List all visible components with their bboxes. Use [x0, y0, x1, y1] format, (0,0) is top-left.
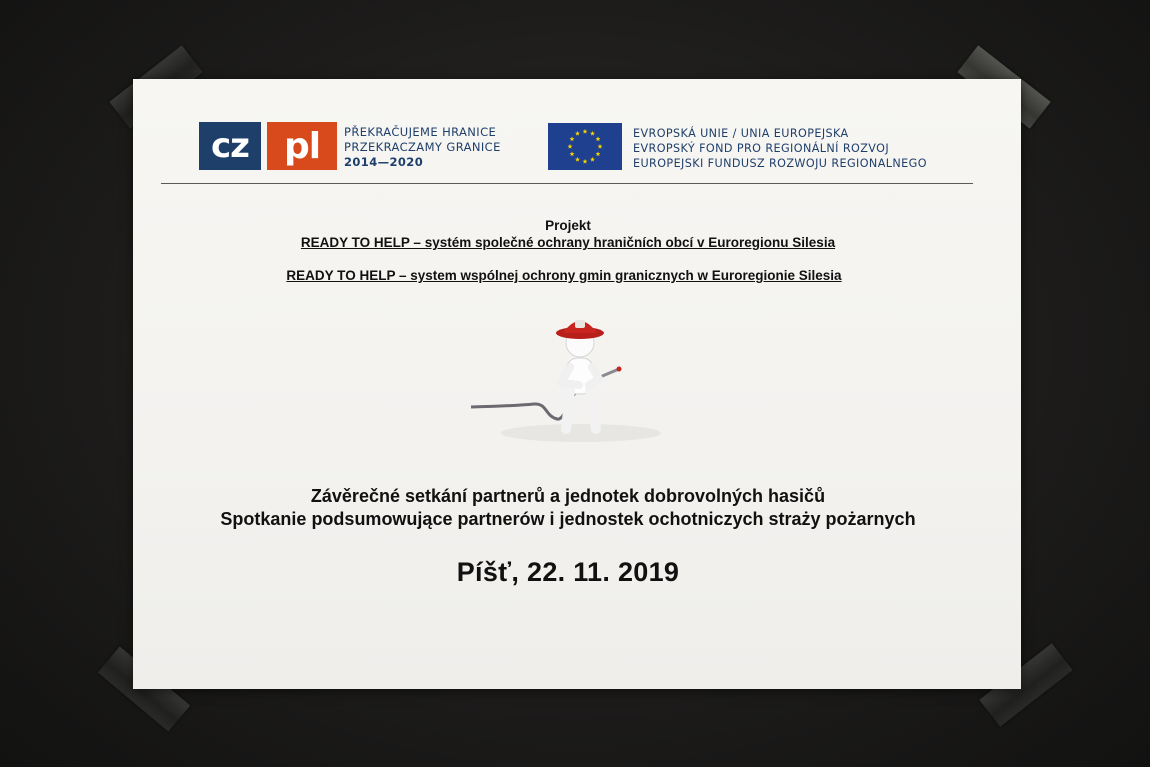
event-title-cz: Závěrečné setkání partnerů a jednotek dobrovolných hasičů [310, 486, 826, 506]
czpl-program-text [344, 125, 501, 170]
czpl-line-pl: PRZEKRACZAMY GRANICE [344, 140, 501, 154]
eu-line-2: EVROPSKÝ FOND PRO REGIONÁLNÍ ROZVOJ [633, 142, 890, 155]
eu-flag-icon [548, 123, 622, 170]
eu-line-3: EUROPEJSKI FUNDUSZ ROZWOJU REGIONALNEGO [633, 157, 927, 170]
event-title-pl: Spotkanie podsumowujące partnerów i jednostek ochotniczych straży pożarnych [220, 509, 916, 529]
event-place-date: Píšť, 22. 11. 2019 [456, 557, 680, 587]
czpl-logo-cz: cz [199, 122, 261, 170]
header-divider [161, 183, 973, 184]
poster-sheet [133, 79, 1021, 689]
eu-line-1: EVROPSKÁ UNIE / UNIA EUROPEJSKA [633, 127, 849, 140]
czpl-logo [199, 122, 337, 170]
project-title-pl: READY TO HELP – system wspólnej ochrony gmin granicznych w Euroregionie Silesia [286, 268, 842, 283]
project-label: Projekt [545, 218, 591, 233]
czpl-logo-pl: pl [267, 122, 337, 170]
project-title-cz: READY TO HELP – systém společné ochrany hraničních obcí v Euroregionu Silesia [300, 235, 836, 250]
czpl-line-cz: PŘEKRAČUJEME HRANICE [344, 125, 497, 139]
eu-fund-text [633, 126, 927, 171]
czpl-line-years: 2014—2020 [344, 155, 424, 169]
firefighter-figure-icon [469, 311, 669, 451]
